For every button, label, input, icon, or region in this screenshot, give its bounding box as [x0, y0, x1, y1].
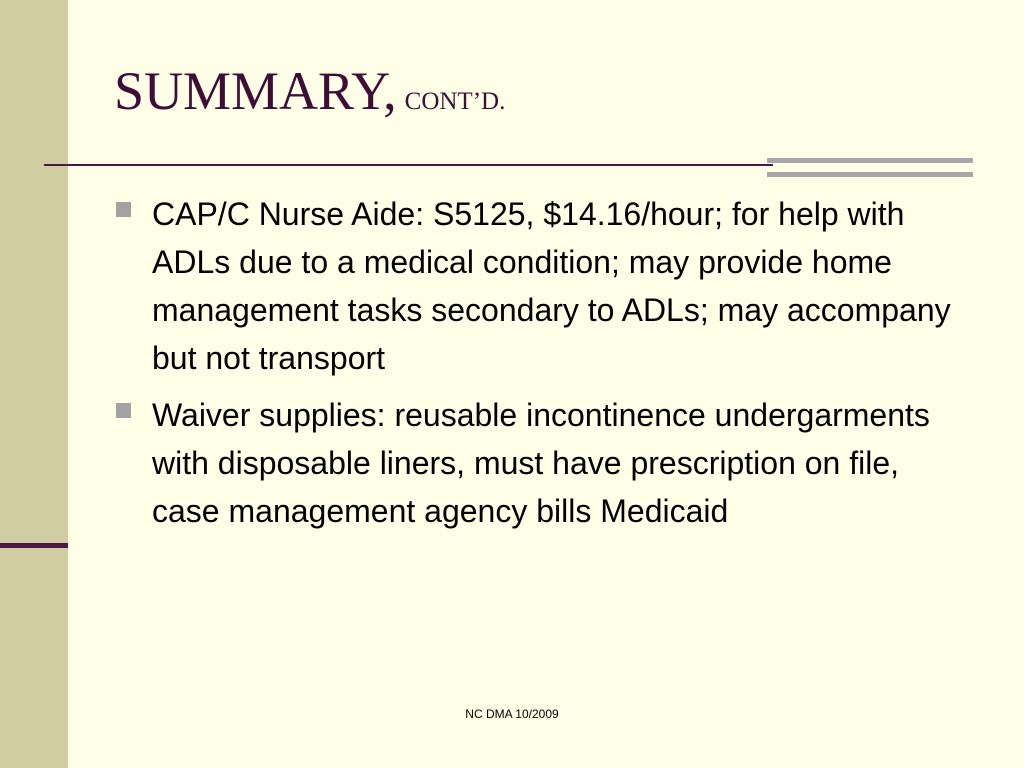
slide-footer: NC DMA 10/2009	[465, 707, 559, 721]
slide-title	[114, 61, 506, 121]
left-decorative-band	[0, 0, 68, 768]
gray-accent-bar-top	[767, 158, 973, 163]
bullet-text: Waiver supplies: reusable incontinence undergarments with disposable liners, must have prescription on file, case management agency bills Medicaid	[152, 397, 930, 529]
gray-accent-bar-bottom	[767, 172, 973, 177]
bullet-item	[116, 190, 956, 382]
slide-title-main: SUMMARY,	[114, 61, 397, 121]
left-accent-bar	[0, 543, 68, 548]
title-divider-line	[44, 164, 773, 166]
slide-title-sub: CONT’D.	[404, 88, 506, 115]
square-bullet-icon	[116, 403, 131, 418]
square-bullet-icon	[116, 202, 131, 217]
bullet-item	[116, 391, 956, 535]
bullet-text: CAP/C Nurse Aide: S5125, $14.16/hour; for help with ADLs due to a medical condition; may provide home management tasks secondary to ADLs; may accompany but not transport	[152, 196, 951, 376]
bullet-list	[116, 190, 956, 544]
